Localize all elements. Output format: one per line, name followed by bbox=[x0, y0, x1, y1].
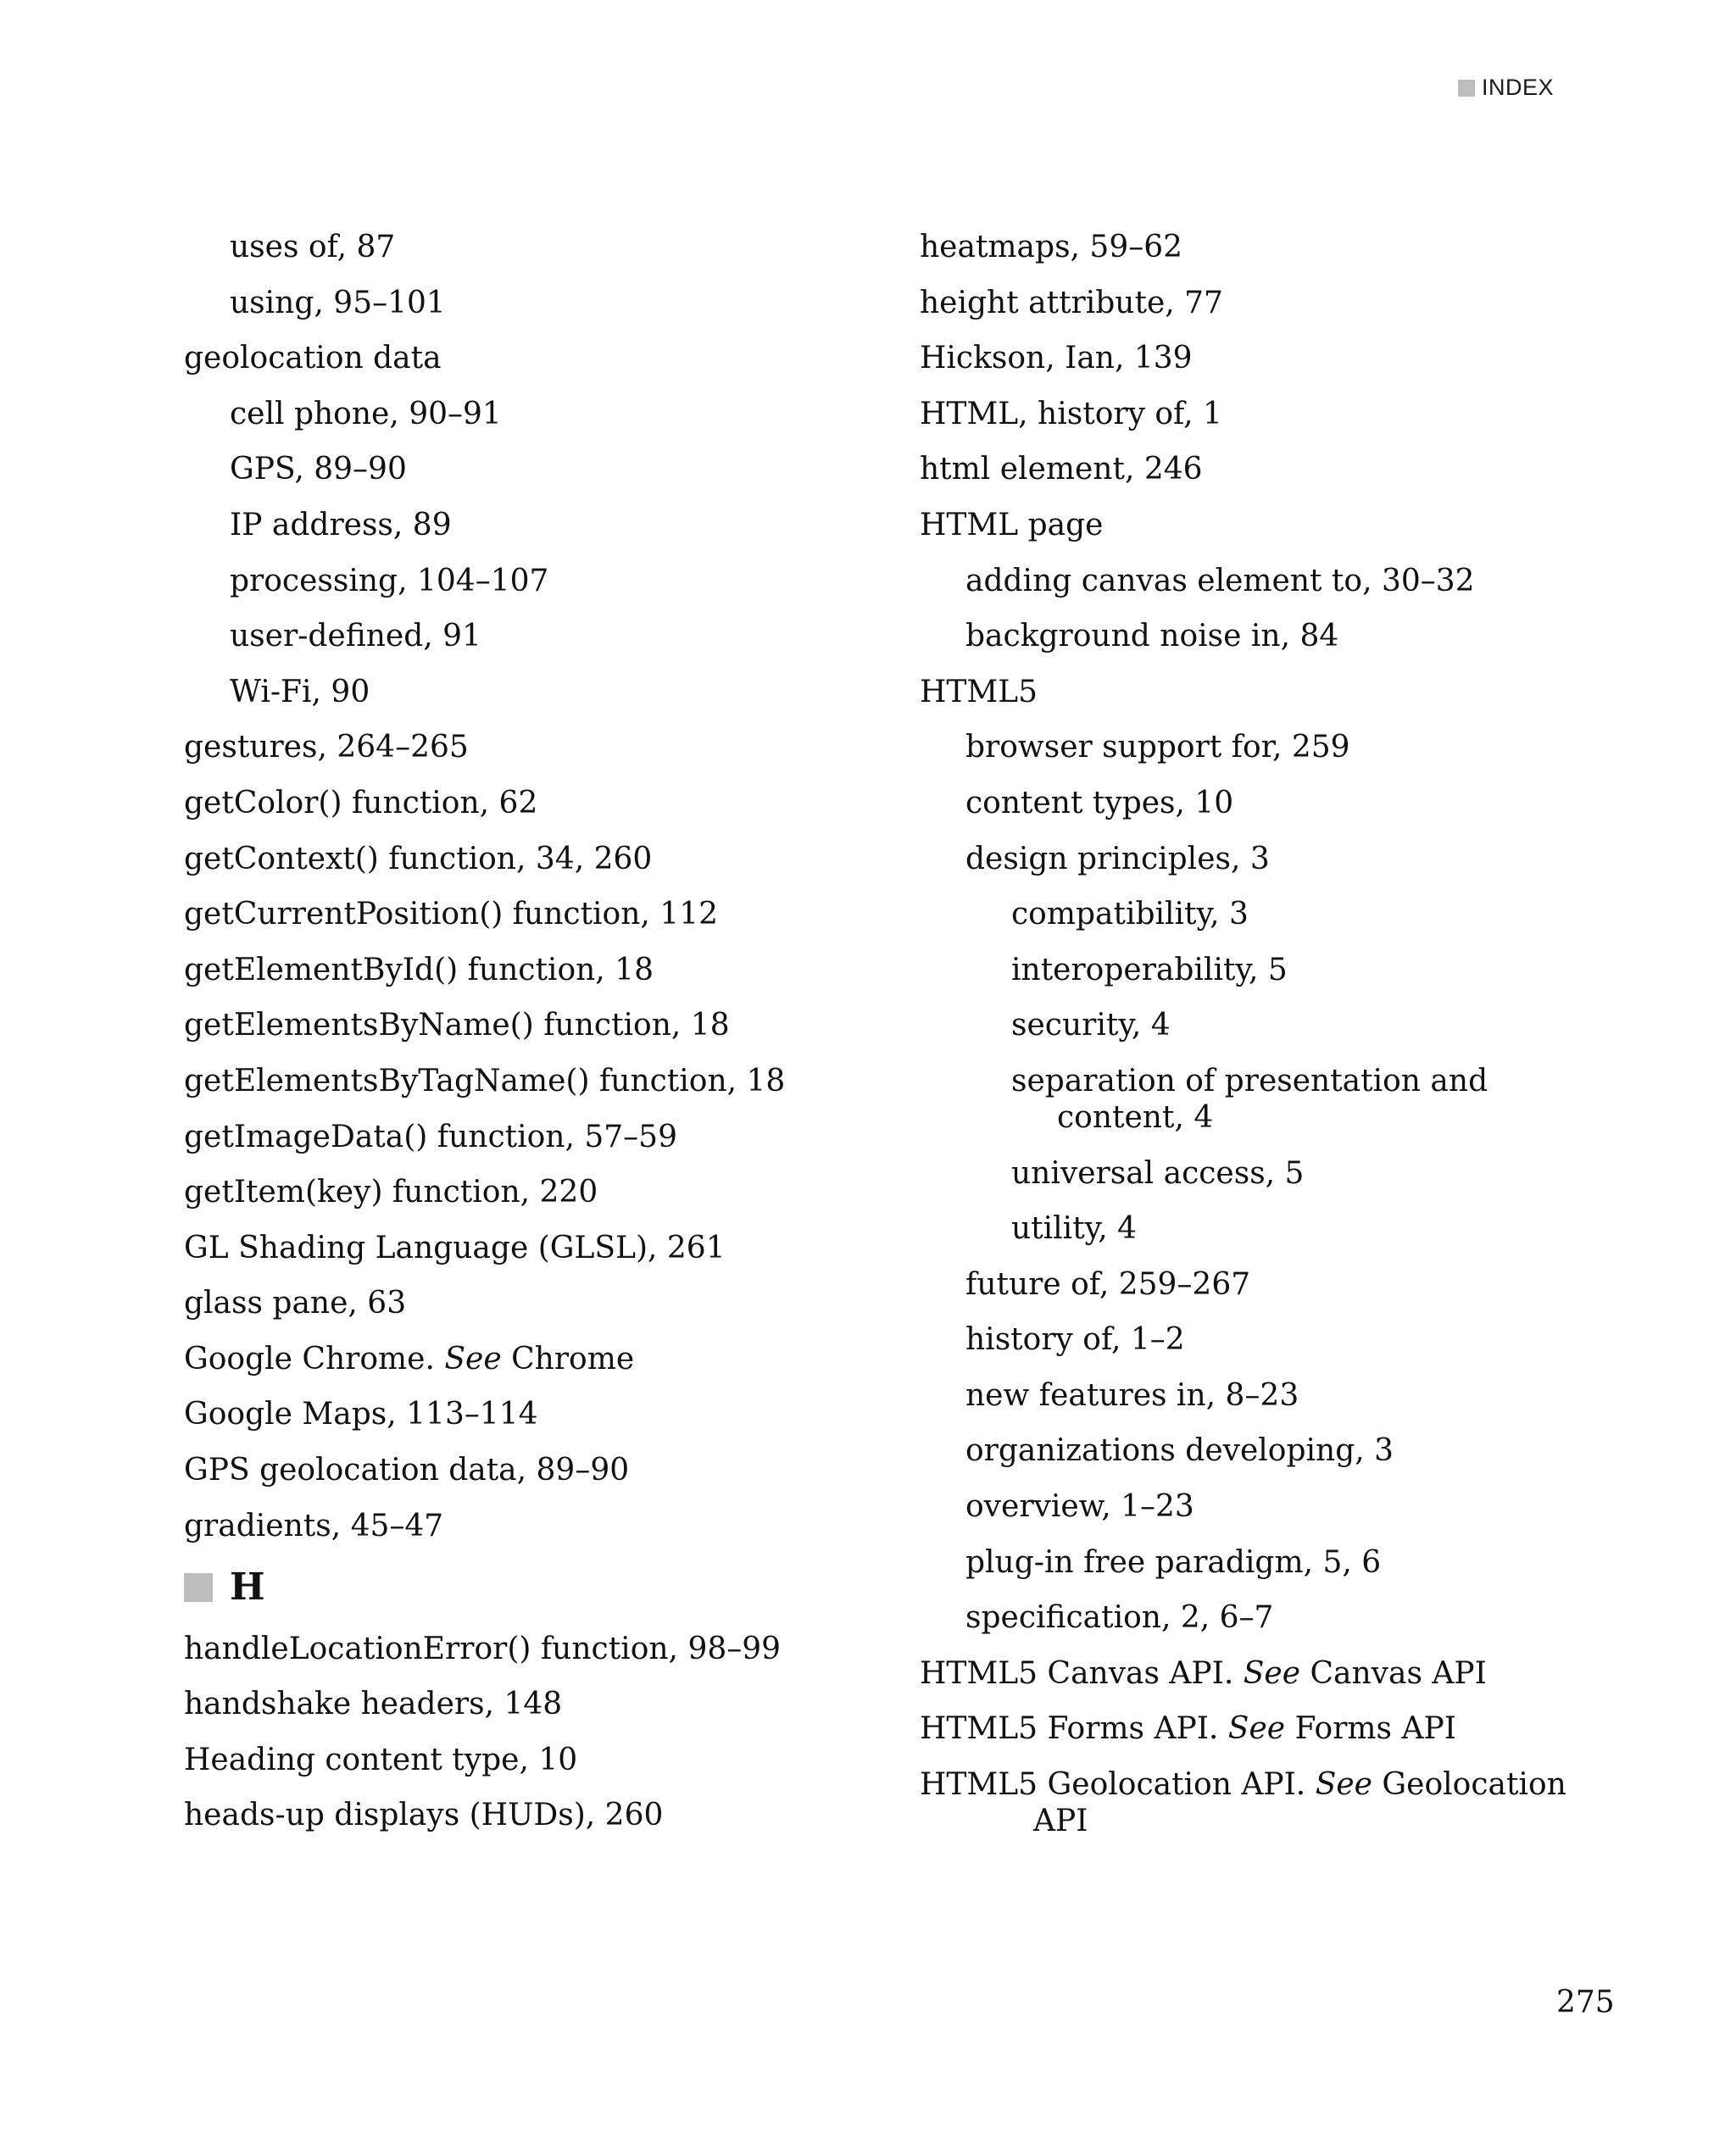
right-column bbox=[920, 229, 1598, 1859]
index-entry: GL Shading Language (GLSL), 261 bbox=[184, 1230, 726, 1265]
index-entry: getImageData() function, 57–59 bbox=[184, 1119, 677, 1154]
index-entry: getItem(key) function, 220 bbox=[184, 1175, 598, 1210]
index-entry: getColor() function, 62 bbox=[184, 785, 538, 820]
index-entry: gradients, 45–47 bbox=[184, 1508, 444, 1543]
index-entry: user-defined, 91 bbox=[230, 619, 481, 654]
index-entry: compatibility, 3 bbox=[1011, 897, 1249, 932]
index-entry: height attribute, 77 bbox=[920, 285, 1223, 320]
index-entry: uses of, 87 bbox=[230, 230, 396, 264]
index-entry: Heading content type, 10 bbox=[184, 1742, 578, 1777]
index-entry: heads-up displays (HUDs), 260 bbox=[184, 1798, 664, 1833]
see-reference: See bbox=[1243, 1655, 1301, 1691]
page-number: 275 bbox=[1556, 1985, 1615, 2020]
index-entry: getElementById() function, 18 bbox=[184, 952, 654, 987]
index-entry: utility, 4 bbox=[1011, 1211, 1138, 1247]
index-entry: specification, 2, 6–7 bbox=[965, 1600, 1274, 1636]
index-entry: browser support for, 259 bbox=[965, 730, 1350, 765]
index-entry: separation of presentation and content, 4 bbox=[1011, 1063, 1488, 1135]
index-entry: new features in, 8–23 bbox=[965, 1377, 1299, 1413]
index-entry: handshake headers, 148 bbox=[184, 1687, 563, 1722]
index-entry: gestures, 264–265 bbox=[184, 730, 469, 765]
index-entry: getContext() function, 34, 260 bbox=[184, 841, 653, 876]
index-entry: Wi-Fi, 90 bbox=[230, 674, 370, 709]
index-entry: security, 4 bbox=[1011, 1008, 1171, 1043]
section-square-icon bbox=[184, 1573, 213, 1602]
index-entry-see: HTML5 Geolocation API. See Geolocation API bbox=[920, 1767, 1566, 1839]
index-entry: geolocation data bbox=[184, 341, 442, 376]
index-entry: getElementsByName() function, 18 bbox=[184, 1008, 730, 1043]
index-entry: interoperability, 5 bbox=[1011, 952, 1288, 987]
index-entry: processing, 104–107 bbox=[230, 563, 549, 598]
index-entry-see: HTML5 Forms API. See Forms API bbox=[920, 1711, 1456, 1747]
index-entry: background noise in, 84 bbox=[965, 619, 1339, 654]
index-entry: plug-in free paradigm, 5, 6 bbox=[965, 1544, 1382, 1580]
index-entry: Google Maps, 113–114 bbox=[184, 1397, 538, 1432]
index-entry: HTML, history of, 1 bbox=[920, 396, 1222, 431]
index-entry: Hickson, Ian, 139 bbox=[920, 341, 1193, 376]
index-entry-google-chrome: Google Chrome. See Chrome bbox=[184, 1341, 635, 1376]
see-reference: See bbox=[1227, 1711, 1286, 1747]
see-reference: See bbox=[1315, 1767, 1372, 1803]
index-entry: HTML5 bbox=[920, 674, 1038, 709]
index-entry: html element, 246 bbox=[920, 452, 1203, 487]
index-entry: HTML page bbox=[920, 507, 1104, 542]
index-entry: future of, 259–267 bbox=[965, 1266, 1251, 1302]
index-entry: history of, 1–2 bbox=[965, 1322, 1185, 1358]
index-entry: handleLocationError() function, 98–99 bbox=[184, 1631, 782, 1666]
index-entry: using, 95–101 bbox=[230, 285, 446, 320]
index-entry: organizations developing, 3 bbox=[965, 1433, 1394, 1469]
left-column bbox=[184, 229, 862, 1853]
index-entry: heatmaps, 59–62 bbox=[920, 230, 1183, 264]
running-head-text: INDEX bbox=[1482, 75, 1555, 100]
index-entry-see: HTML5 Canvas API. See Canvas API bbox=[920, 1655, 1487, 1691]
index-entry: getElementsByTagName() function, 18 bbox=[184, 1063, 786, 1098]
running-head bbox=[1458, 75, 1554, 101]
index-entry: GPS, 89–90 bbox=[230, 452, 407, 487]
index-entry: IP address, 89 bbox=[230, 507, 452, 542]
index-entry: glass pane, 63 bbox=[184, 1286, 407, 1321]
index-entry: overview, 1–23 bbox=[965, 1489, 1194, 1525]
index-entry: content types, 10 bbox=[965, 785, 1234, 820]
index-entry: getCurrentPosition() function, 112 bbox=[184, 897, 719, 932]
running-head-square-icon bbox=[1458, 80, 1475, 97]
section-letter: H bbox=[230, 1565, 265, 1610]
index-entry: design principles, 3 bbox=[965, 841, 1270, 876]
index-entry: cell phone, 90–91 bbox=[230, 396, 502, 431]
section-heading-h bbox=[184, 1566, 862, 1609]
index-entry: universal access, 5 bbox=[1011, 1155, 1305, 1191]
index-entry: GPS geolocation data, 89–90 bbox=[184, 1453, 630, 1488]
see-reference: See bbox=[444, 1341, 502, 1376]
index-entry: adding canvas element to, 30–32 bbox=[965, 563, 1475, 598]
